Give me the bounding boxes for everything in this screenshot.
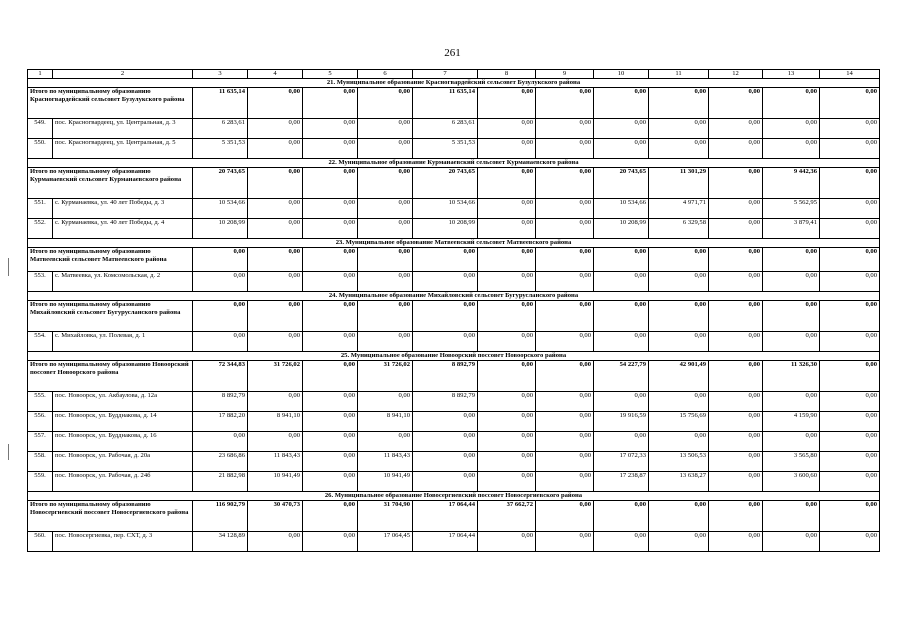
value-cell: 0,00 [536, 532, 594, 552]
value-cell: 0,00 [536, 168, 594, 199]
value-cell: 0,00 [820, 332, 880, 352]
value-cell: 0,00 [709, 501, 763, 532]
data-row [28, 532, 880, 552]
value-cell: 0,00 [763, 119, 820, 139]
value-cell: 0,00 [709, 301, 763, 332]
section-header-row [28, 352, 880, 361]
data-row [28, 199, 880, 219]
address-cell: пос. Новоорск, ул. Акбаулова, д. 12а [53, 392, 193, 412]
value-cell: 0,00 [763, 248, 820, 272]
value-cell: 0,00 [649, 532, 709, 552]
value-cell: 0,00 [709, 248, 763, 272]
value-cell: 0,00 [820, 272, 880, 292]
value-cell: 0,00 [649, 248, 709, 272]
value-cell: 0,00 [709, 432, 763, 452]
value-cell: 0,00 [478, 219, 536, 239]
value-cell: 0,00 [594, 301, 649, 332]
value-cell: 0,00 [358, 119, 413, 139]
value-cell: 0,00 [358, 199, 413, 219]
value-cell: 10 208,99 [193, 219, 248, 239]
value-cell: 10 941,49 [248, 472, 303, 492]
value-cell: 30 470,73 [248, 501, 303, 532]
value-cell: 0,00 [594, 88, 649, 119]
column-number: 12 [709, 70, 763, 79]
value-cell: 8 892,79 [413, 392, 478, 412]
value-cell: 0,00 [478, 532, 536, 552]
value-cell: 0,00 [763, 432, 820, 452]
value-cell: 0,00 [413, 412, 478, 432]
value-cell: 0,00 [649, 432, 709, 452]
value-cell: 31 704,90 [358, 501, 413, 532]
value-cell: 6 283,61 [193, 119, 248, 139]
section-title: 22. Муниципальное образование Курманаевский сельсовет Курманаевского района [28, 159, 880, 168]
value-cell: 3 600,60 [763, 472, 820, 492]
value-cell: 0,00 [248, 332, 303, 352]
value-cell: 0,00 [358, 432, 413, 452]
value-cell: 17 064,44 [413, 501, 478, 532]
value-cell: 0,00 [303, 248, 358, 272]
value-cell: 0,00 [649, 301, 709, 332]
value-cell: 0,00 [536, 199, 594, 219]
value-cell: 0,00 [536, 432, 594, 452]
column-number: 4 [248, 70, 303, 79]
value-cell: 0,00 [709, 452, 763, 472]
value-cell: 0,00 [709, 119, 763, 139]
value-cell: 0,00 [536, 88, 594, 119]
value-cell: 0,00 [709, 139, 763, 159]
value-cell: 4 159,90 [763, 412, 820, 432]
total-row [28, 88, 880, 119]
value-cell: 11 301,29 [649, 168, 709, 199]
value-cell: 0,00 [358, 139, 413, 159]
value-cell: 0,00 [820, 501, 880, 532]
value-cell: 10 208,99 [594, 219, 649, 239]
value-cell: 17 882,20 [193, 412, 248, 432]
value-cell: 0,00 [649, 119, 709, 139]
address-cell: с. Михайловка, ул. Полевая, д. 1 [53, 332, 193, 352]
value-cell: 0,00 [594, 248, 649, 272]
column-number: 8 [478, 70, 536, 79]
value-cell: 42 901,49 [649, 361, 709, 392]
value-cell: 0,00 [594, 392, 649, 412]
value-cell: 0,00 [536, 272, 594, 292]
value-cell: 17 238,87 [594, 472, 649, 492]
value-cell: 0,00 [709, 392, 763, 412]
value-cell: 0,00 [478, 432, 536, 452]
value-cell: 0,00 [649, 272, 709, 292]
value-cell: 0,00 [763, 332, 820, 352]
value-cell: 0,00 [594, 432, 649, 452]
column-number: 11 [649, 70, 709, 79]
total-label: Итого по муниципальному образованию Красногвардейский сельсовет Бузулукского района [28, 88, 193, 119]
value-cell: 0,00 [478, 248, 536, 272]
column-number: 14 [820, 70, 880, 79]
value-cell: 0,00 [709, 88, 763, 119]
value-cell: 31 726,02 [358, 361, 413, 392]
column-number: 5 [303, 70, 358, 79]
value-cell: 5 351,53 [193, 139, 248, 159]
total-label: Итого по муниципальному образованию Курманаевский сельсовет Курманаевского района [28, 168, 193, 199]
column-number-row [28, 70, 880, 79]
value-cell: 0,00 [478, 119, 536, 139]
value-cell: 0,00 [358, 88, 413, 119]
value-cell: 0,00 [709, 472, 763, 492]
value-cell: 0,00 [649, 501, 709, 532]
value-cell: 31 726,02 [248, 361, 303, 392]
value-cell: 0,00 [248, 219, 303, 239]
total-label: Итого по муниципальному образованию Новоорский поссовет Новоорского района [28, 361, 193, 392]
value-cell: 0,00 [536, 452, 594, 472]
value-cell: 8 941,10 [358, 412, 413, 432]
value-cell: 0,00 [820, 472, 880, 492]
column-number: 7 [413, 70, 478, 79]
address-cell: пос. Новосергиевка, пер. СХТ, д. 3 [53, 532, 193, 552]
value-cell: 0,00 [594, 139, 649, 159]
value-cell: 0,00 [248, 119, 303, 139]
value-cell: 0,00 [763, 272, 820, 292]
value-cell: 0,00 [820, 432, 880, 452]
value-cell: 0,00 [709, 532, 763, 552]
value-cell: 0,00 [303, 272, 358, 292]
data-row [28, 412, 880, 432]
address-cell: пос. Новоорск, ул. Рабочая, д. 24б [53, 472, 193, 492]
value-cell: 4 971,71 [649, 199, 709, 219]
value-cell: 0,00 [709, 332, 763, 352]
value-cell: 0,00 [536, 361, 594, 392]
total-label: Итого по муниципальному образованию Новосергиевский поссовет Новосергиевского района [28, 501, 193, 532]
total-row [28, 501, 880, 532]
value-cell: 0,00 [478, 88, 536, 119]
value-cell: 0,00 [478, 412, 536, 432]
value-cell: 0,00 [358, 272, 413, 292]
value-cell: 15 756,69 [649, 412, 709, 432]
address-cell: пос. Красногвардеец, ул. Центральная, д. 3 [53, 119, 193, 139]
value-cell: 0,00 [248, 248, 303, 272]
total-label: Итого по муниципальному образованию Матвеевский сельсовет Матвеевского района [28, 248, 193, 272]
value-cell: 0,00 [358, 248, 413, 272]
value-cell: 0,00 [193, 272, 248, 292]
value-cell: 0,00 [248, 199, 303, 219]
value-cell: 8 892,79 [193, 392, 248, 412]
data-row [28, 332, 880, 352]
value-cell: 0,00 [763, 88, 820, 119]
value-cell: 8 941,10 [248, 412, 303, 432]
value-cell: 0,00 [478, 332, 536, 352]
value-cell: 0,00 [478, 139, 536, 159]
section-title: 21. Муниципальное образование Красногвардейский сельсовет Бузулукского района [28, 79, 880, 88]
value-cell: 0,00 [478, 361, 536, 392]
value-cell: 8 892,79 [413, 361, 478, 392]
address-cell: пос. Красногвардеец, ул. Центральная, д. 5 [53, 139, 193, 159]
value-cell: 0,00 [478, 272, 536, 292]
value-cell: 0,00 [413, 332, 478, 352]
address-cell: пос. Новоорск, ул. Будднакова, д. 16 [53, 432, 193, 452]
column-number: 2 [53, 70, 193, 79]
value-cell: 0,00 [193, 432, 248, 452]
value-cell: 0,00 [248, 432, 303, 452]
value-cell: 0,00 [248, 532, 303, 552]
value-cell: 20 743,65 [413, 168, 478, 199]
value-cell: 0,00 [536, 392, 594, 412]
row-number: 556. [28, 412, 53, 432]
value-cell: 19 916,59 [594, 412, 649, 432]
data-row [28, 119, 880, 139]
value-cell: 0,00 [709, 168, 763, 199]
row-number: 549. [28, 119, 53, 139]
value-cell: 0,00 [594, 119, 649, 139]
value-cell: 0,00 [303, 332, 358, 352]
value-cell: 0,00 [536, 472, 594, 492]
address-cell: пос. Новоорск, ул. Рабочая, д. 20а [53, 452, 193, 472]
value-cell: 0,00 [303, 361, 358, 392]
row-number: 552. [28, 219, 53, 239]
value-cell: 0,00 [709, 361, 763, 392]
address-cell: с. Курманаевка, ул. 40 лет Победы, д. 3 [53, 199, 193, 219]
value-cell: 21 882,98 [193, 472, 248, 492]
value-cell: 0,00 [820, 119, 880, 139]
value-cell: 0,00 [413, 272, 478, 292]
value-cell: 5 562,95 [763, 199, 820, 219]
value-cell: 0,00 [478, 472, 536, 492]
value-cell: 3 879,41 [763, 219, 820, 239]
value-cell: 0,00 [478, 392, 536, 412]
value-cell: 0,00 [413, 248, 478, 272]
value-cell: 0,00 [820, 139, 880, 159]
value-cell: 0,00 [358, 168, 413, 199]
value-cell: 0,00 [649, 139, 709, 159]
value-cell: 0,00 [193, 332, 248, 352]
value-cell: 0,00 [413, 432, 478, 452]
section-title: 26. Муниципальное образование Новосергиевский поссовет Новосергиевского района [28, 492, 880, 501]
value-cell: 0,00 [536, 301, 594, 332]
value-cell: 10 534,66 [594, 199, 649, 219]
value-cell: 0,00 [536, 139, 594, 159]
value-cell: 0,00 [193, 248, 248, 272]
section-title: 25. Муниципальное образование Новоорский поссовет Новоорского района [28, 352, 880, 361]
value-cell: 11 843,43 [248, 452, 303, 472]
value-cell: 23 686,86 [193, 452, 248, 472]
value-cell: 0,00 [303, 392, 358, 412]
value-cell: 6 329,58 [649, 219, 709, 239]
section-header-row [28, 79, 880, 88]
value-cell: 0,00 [358, 392, 413, 412]
value-cell: 9 442,36 [763, 168, 820, 199]
value-cell: 0,00 [478, 452, 536, 472]
row-number: 553. [28, 272, 53, 292]
margin-mark [8, 258, 9, 276]
row-number: 555. [28, 392, 53, 412]
value-cell: 0,00 [820, 452, 880, 472]
value-cell: 0,00 [536, 501, 594, 532]
value-cell: 0,00 [820, 361, 880, 392]
value-cell: 0,00 [413, 472, 478, 492]
value-cell: 0,00 [709, 199, 763, 219]
value-cell: 0,00 [763, 532, 820, 552]
value-cell: 13 638,27 [649, 472, 709, 492]
value-cell: 0,00 [763, 392, 820, 412]
total-row [28, 301, 880, 332]
value-cell: 0,00 [358, 219, 413, 239]
value-cell: 0,00 [358, 301, 413, 332]
section-header-row [28, 292, 880, 301]
column-number: 13 [763, 70, 820, 79]
value-cell: 11 635,14 [193, 88, 248, 119]
value-cell: 0,00 [536, 332, 594, 352]
address-cell: с. Матвеевка, ул. Комсомольская, д. 2 [53, 272, 193, 292]
value-cell: 0,00 [763, 501, 820, 532]
value-cell: 0,00 [303, 301, 358, 332]
section-title: 24. Муниципальное образование Михайловский сельсовет Бугурусланского района [28, 292, 880, 301]
value-cell: 0,00 [303, 472, 358, 492]
section-header-row [28, 239, 880, 248]
value-cell: 0,00 [478, 168, 536, 199]
value-cell: 0,00 [413, 452, 478, 472]
value-cell: 17 064,44 [413, 532, 478, 552]
address-cell: с. Курманаевка, ул. 40 лет Победы, д. 4 [53, 219, 193, 239]
value-cell: 0,00 [820, 392, 880, 412]
value-cell: 0,00 [820, 532, 880, 552]
value-cell: 10 941,49 [358, 472, 413, 492]
value-cell: 0,00 [193, 301, 248, 332]
value-cell: 0,00 [248, 272, 303, 292]
value-cell: 0,00 [594, 272, 649, 292]
value-cell: 0,00 [763, 301, 820, 332]
data-row [28, 392, 880, 412]
data-row [28, 219, 880, 239]
value-cell: 0,00 [303, 168, 358, 199]
value-cell: 5 351,53 [413, 139, 478, 159]
value-cell: 17 064,45 [358, 532, 413, 552]
value-cell: 0,00 [820, 301, 880, 332]
margin-mark [8, 444, 9, 460]
value-cell: 0,00 [536, 119, 594, 139]
total-row [28, 168, 880, 199]
value-cell: 0,00 [649, 332, 709, 352]
row-number: 551. [28, 199, 53, 219]
value-cell: 34 128,89 [193, 532, 248, 552]
value-cell: 0,00 [709, 272, 763, 292]
row-number: 550. [28, 139, 53, 159]
value-cell: 0,00 [478, 301, 536, 332]
value-cell: 0,00 [820, 168, 880, 199]
value-cell: 0,00 [303, 219, 358, 239]
value-cell: 0,00 [248, 168, 303, 199]
value-cell: 20 743,65 [594, 168, 649, 199]
column-number: 6 [358, 70, 413, 79]
value-cell: 0,00 [478, 199, 536, 219]
value-cell: 0,00 [763, 139, 820, 159]
row-number: 554. [28, 332, 53, 352]
value-cell: 54 227,79 [594, 361, 649, 392]
total-row [28, 248, 880, 272]
value-cell: 0,00 [594, 332, 649, 352]
value-cell: 0,00 [709, 412, 763, 432]
value-cell: 0,00 [248, 88, 303, 119]
value-cell: 20 743,65 [193, 168, 248, 199]
value-cell: 0,00 [303, 139, 358, 159]
data-row [28, 472, 880, 492]
value-cell: 0,00 [820, 248, 880, 272]
value-cell: 11 635,14 [413, 88, 478, 119]
column-number: 10 [594, 70, 649, 79]
value-cell: 0,00 [248, 301, 303, 332]
value-cell: 3 565,80 [763, 452, 820, 472]
value-cell: 0,00 [248, 139, 303, 159]
value-cell: 0,00 [303, 199, 358, 219]
value-cell: 0,00 [303, 88, 358, 119]
value-cell: 0,00 [303, 532, 358, 552]
value-cell: 0,00 [594, 501, 649, 532]
column-number: 9 [536, 70, 594, 79]
column-number: 3 [193, 70, 248, 79]
total-row [28, 361, 880, 392]
value-cell: 10 534,66 [193, 199, 248, 219]
row-number: 557. [28, 432, 53, 452]
value-cell: 0,00 [709, 219, 763, 239]
data-row [28, 432, 880, 452]
value-cell: 0,00 [820, 219, 880, 239]
value-cell: 11 843,43 [358, 452, 413, 472]
value-cell: 0,00 [649, 392, 709, 412]
section-title: 23. Муниципальное образование Матвеевский сельсовет Матвеевского района [28, 239, 880, 248]
value-cell: 72 344,83 [193, 361, 248, 392]
value-cell: 0,00 [649, 88, 709, 119]
value-cell: 13 506,53 [649, 452, 709, 472]
value-cell: 0,00 [303, 412, 358, 432]
value-cell: 0,00 [303, 501, 358, 532]
value-cell: 0,00 [303, 432, 358, 452]
value-cell: 0,00 [820, 412, 880, 432]
value-cell: 17 072,33 [594, 452, 649, 472]
data-row [28, 452, 880, 472]
value-cell: 6 283,61 [413, 119, 478, 139]
data-row [28, 139, 880, 159]
value-cell: 0,00 [820, 199, 880, 219]
address-cell: пос. Новоорск, ул. Будднакова, д. 14 [53, 412, 193, 432]
section-header-row [28, 159, 880, 168]
value-cell: 0,00 [413, 301, 478, 332]
column-number: 1 [28, 70, 53, 79]
value-cell: 116 902,79 [193, 501, 248, 532]
value-cell: 0,00 [248, 392, 303, 412]
row-number: 558. [28, 452, 53, 472]
value-cell: 0,00 [303, 119, 358, 139]
value-cell: 11 326,30 [763, 361, 820, 392]
value-cell: 0,00 [536, 248, 594, 272]
row-number: 560. [28, 532, 53, 552]
total-label: Итого по муниципальному образованию Михайловский сельсовет Бугурусланского района [28, 301, 193, 332]
budget-table [27, 69, 880, 552]
value-cell: 0,00 [536, 219, 594, 239]
page-number: 261 [444, 47, 461, 59]
data-row [28, 272, 880, 292]
value-cell: 0,00 [536, 412, 594, 432]
section-header-row [28, 492, 880, 501]
value-cell: 10 534,66 [413, 199, 478, 219]
value-cell: 0,00 [820, 88, 880, 119]
value-cell: 37 662,72 [478, 501, 536, 532]
value-cell: 10 208,99 [413, 219, 478, 239]
row-number: 559. [28, 472, 53, 492]
value-cell: 0,00 [303, 452, 358, 472]
value-cell: 0,00 [594, 532, 649, 552]
value-cell: 0,00 [358, 332, 413, 352]
